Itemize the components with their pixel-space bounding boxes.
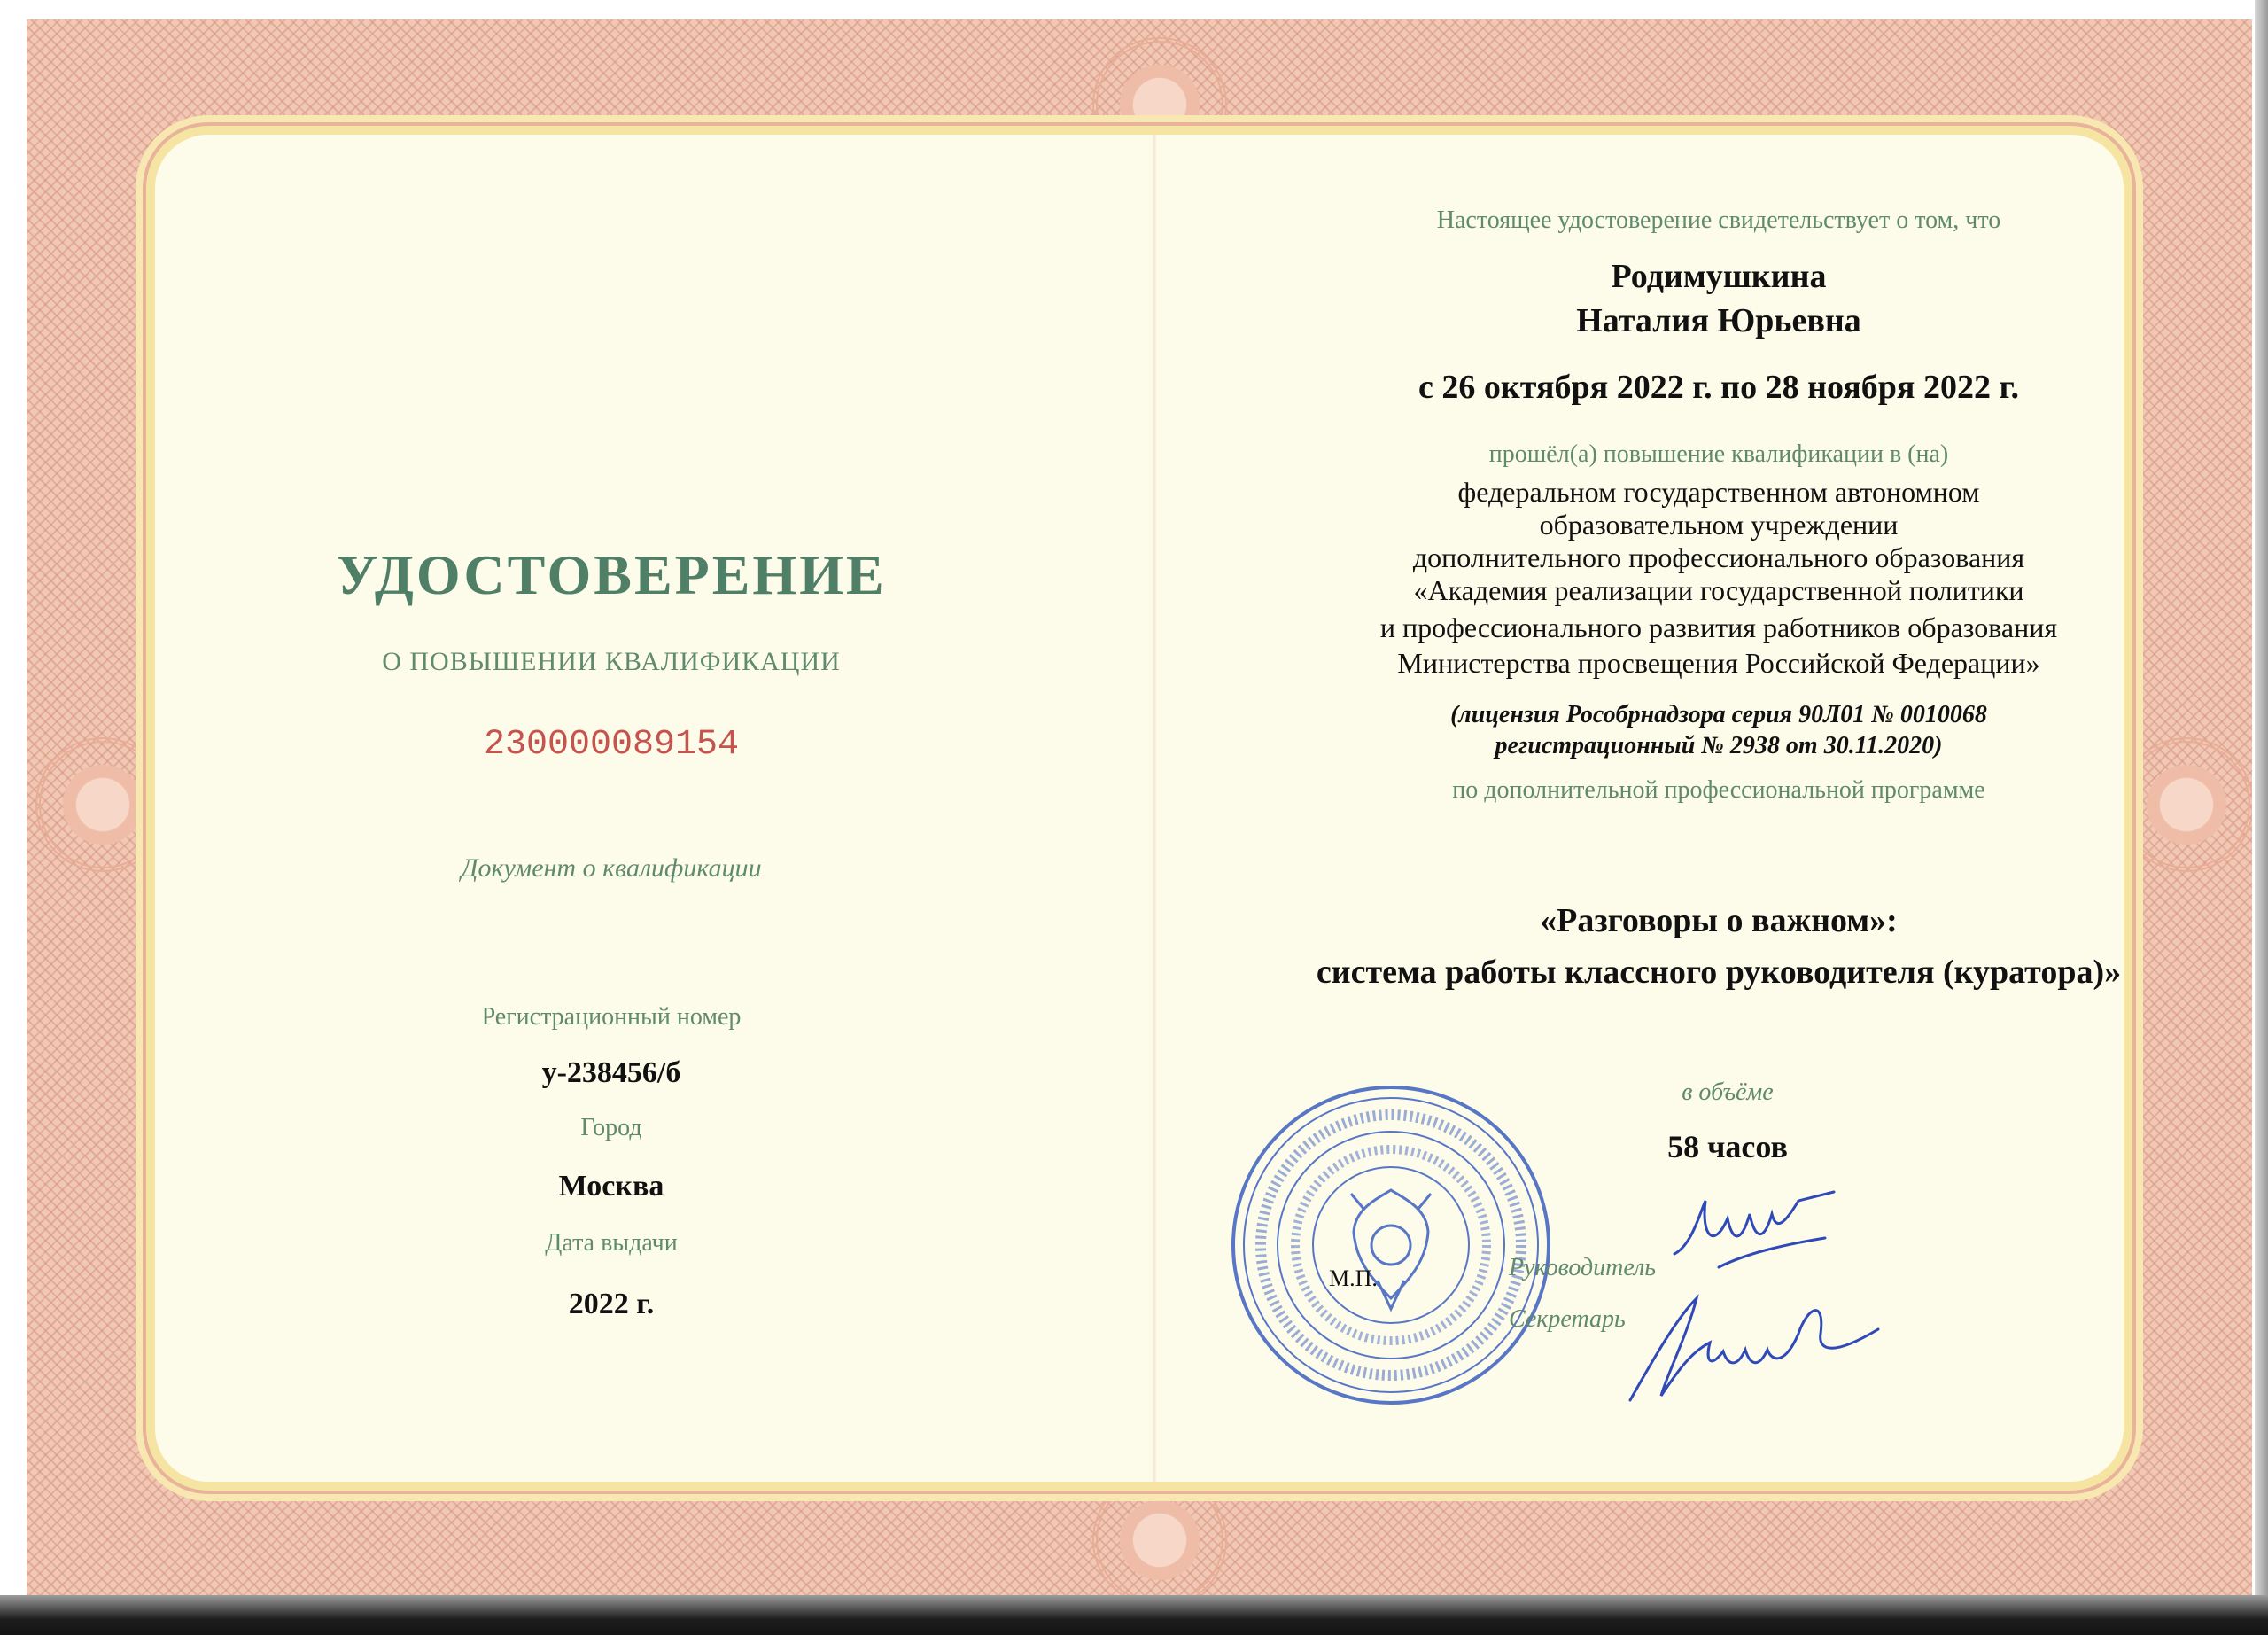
city-value: Москва xyxy=(558,1170,664,1203)
organization-line: «Академия реализации государственной политики xyxy=(1413,574,2024,606)
official-seal-icon xyxy=(1223,1077,1559,1413)
center-fold xyxy=(1152,135,1157,1482)
scan-edge-right xyxy=(2255,0,2268,1635)
issue-date-label: Дата выдачи xyxy=(545,1229,678,1257)
city-label: Город xyxy=(580,1114,642,1141)
serial-number: 230000089154 xyxy=(483,725,740,765)
registration-number: у-238456/б xyxy=(541,1056,681,1089)
intro-text: Настоящее удостоверение свидетельствует о том, что xyxy=(1436,206,2001,234)
signature-icon xyxy=(1666,1183,1843,1281)
license-line-2: регистрационный № 2938 от 30.11.2020) xyxy=(1495,732,1943,759)
recipient-given-names: Наталия Юрьевна xyxy=(1576,302,1861,339)
registration-label: Регистрационный номер xyxy=(481,1003,742,1031)
recipient-surname: Родимушкина xyxy=(1611,258,1827,295)
volume-value: 58 часов xyxy=(1667,1129,1788,1164)
head-label: Руководитель xyxy=(1509,1254,1657,1281)
seal-place-label: М.П. xyxy=(1329,1265,1378,1291)
certificate-frame xyxy=(27,19,2252,1595)
volume-label: в объёме xyxy=(1682,1078,1774,1106)
signature-icon xyxy=(1612,1281,1905,1413)
certificate-title: УДОСТОВЕРЕНИЕ xyxy=(336,543,887,606)
program-title-line-2: система работы классного руководителя (куратора)» xyxy=(1316,954,2122,991)
scan-edge-bottom xyxy=(0,1595,2268,1635)
ornament-left xyxy=(35,737,170,872)
program-title-line-1: «Разговоры о важном»: xyxy=(1540,902,1898,939)
organization-line: образовательном учреждении xyxy=(1539,509,1899,541)
ornament-bottom xyxy=(1092,1473,1227,1595)
training-period: с 26 октября 2022 г. по 28 ноября 2022 г. xyxy=(1418,369,2019,406)
certificate-subtitle: О ПОВЫШЕНИИ КВАЛИФИКАЦИИ xyxy=(382,647,841,676)
organization-line: и профессионального развития работников образования xyxy=(1379,611,2058,643)
program-label: по дополнительной профессиональной программе xyxy=(1452,776,1985,804)
document-kind: Документ о квалификации xyxy=(461,853,762,883)
license-line-1: (лицензия Рособрнадзора серия 90Л01 № 0010068 xyxy=(1450,701,1987,728)
issue-date-value: 2022 г. xyxy=(568,1288,655,1320)
organization-line: федеральном государственном автономном xyxy=(1457,476,1980,508)
organization-line: Министерства просвещения Российской Федерации» xyxy=(1397,647,2040,679)
passed-training-text: прошёл(а) повышение квалификации в (на) xyxy=(1488,440,1949,468)
organization-line: дополнительного профессионального образования xyxy=(1412,541,2025,573)
secretary-label: Секретарь xyxy=(1509,1305,1626,1333)
